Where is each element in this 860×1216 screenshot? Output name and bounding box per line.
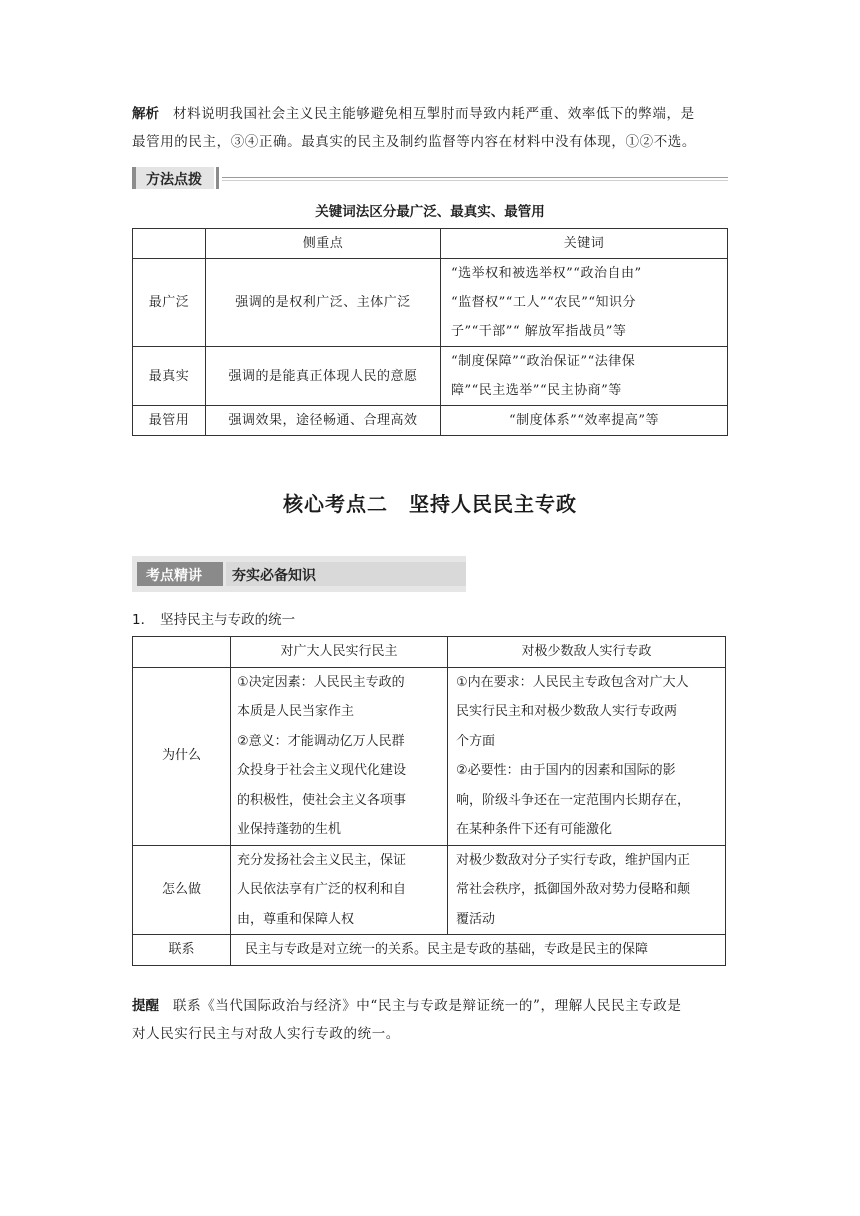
section-title: 核心考点二 坚持人民民主专政 [283, 492, 577, 516]
row-name: 最真实 [133, 347, 206, 406]
item-number: 1． [132, 612, 155, 628]
analysis-paragraph [132, 100, 732, 156]
item-title: 坚持民主与专政的统一 [160, 612, 296, 628]
analysis-line-2: 最管用的民主，③④正确。最真实的民主及制约监督等内容在材料中没有体现，①②不选。 [132, 134, 696, 150]
row-democracy: ①决定因素：人民民主专政的 本质是人民当家作主 ②意义：才能调动亿万人民群 众投身于社会主义现代化建设 的积极性，使社会主义各项事 业保持蓬勃的生机 [231, 667, 448, 845]
remark-paragraph [132, 992, 732, 1048]
analysis-label: 解析 [132, 106, 159, 122]
keyword-table-title: 关键词法区分最广泛、最真实、最管用 [315, 204, 545, 220]
row-focus: 强调效果，途径畅通、合理高效 [206, 406, 441, 436]
keyword-header-blank [133, 229, 206, 259]
key-points-tag: 考点精讲 [137, 562, 223, 586]
row-democracy: 充分发扬社会主义民主，保证 人民依法享有广泛的权利和自 由，尊重和保障人权 [231, 845, 448, 935]
relation-text: 民主与专政是对立统一的关系。民主是专政的基础，专政是民主的保障 [231, 935, 726, 966]
method-separator [216, 167, 219, 189]
row-dictatorship: ①内在要求：人民民主专政包含对广大人 民实行民主和对极少数敌人实行专政两 个方面 ②必要性：由于国内的因素和国际的影 响，阶级斗争还在一定范围内长期存在， 在某种条件下还有可能激化 [448, 667, 726, 845]
table-row [133, 406, 728, 436]
method-section-bar [132, 166, 728, 190]
unity-header-democracy: 对广大人民实行民主 [231, 637, 448, 668]
unity-header-blank [133, 637, 231, 668]
row-keywords: “选举权和被选举权”“政治自由” “监督权”“工人”“农民”“知识分 子”“干部”“ 解放军指战员”等 [441, 259, 728, 347]
table-row [133, 935, 726, 966]
remark-line-1: 提醒 联系《当代国际政治与经济》中“民主与专政是辩证统一的”，理解人民民主专政是 [132, 998, 682, 1014]
row-focus: 强调的是权利广泛、主体广泛 [206, 259, 441, 347]
table-row [133, 347, 728, 406]
table-row [133, 667, 726, 845]
table-row [133, 259, 728, 347]
method-tab [132, 167, 214, 189]
key-points-bar [132, 556, 466, 592]
analysis-line-1: 解析 材料说明我国社会主义民主能够避免相互掣肘而导致内耗严重、效率低下的弊端，是 [132, 106, 695, 122]
row-keywords: “制度保障”“政治保证”“法律保 障”“民主选举”“民主协商”等 [441, 347, 728, 406]
unity-header-dictatorship: 对极少数敌人实行专政 [448, 637, 726, 668]
keyword-header-focus: 侧重点 [206, 229, 441, 259]
keyword-table-header-row [133, 229, 728, 259]
row-name: 最广泛 [133, 259, 206, 347]
row-name: 怎么做 [133, 845, 231, 935]
remark-line-2: 对人民实行民主与对敌人实行专政的统一。 [132, 1026, 400, 1042]
row-name: 联系 [133, 935, 231, 966]
row-dictatorship: 对极少数敌对分子实行专政，维护国内正 常社会秩序，抵御国外敌对势力侵略和颠 覆活动 [448, 845, 726, 935]
keyword-header-keywords: 关键词 [441, 229, 728, 259]
method-divider-line-shadow [222, 180, 728, 181]
method-label: 方法点拨 [146, 172, 202, 188]
method-divider-line [222, 177, 728, 178]
item-1-heading [132, 608, 295, 628]
table-row [133, 845, 726, 935]
key-points-subtitle: 夯实必备知识 [226, 562, 466, 586]
row-keywords: “制度体系”“效率提高”等 [441, 406, 728, 436]
remark-label: 提醒 [132, 998, 159, 1014]
keyword-table [132, 228, 728, 436]
unity-table-header-row [133, 637, 726, 668]
row-name: 为什么 [133, 667, 231, 845]
row-name: 最管用 [133, 406, 206, 436]
row-focus: 强调的是能真正体现人民的意愿 [206, 347, 441, 406]
unity-table [132, 636, 726, 966]
